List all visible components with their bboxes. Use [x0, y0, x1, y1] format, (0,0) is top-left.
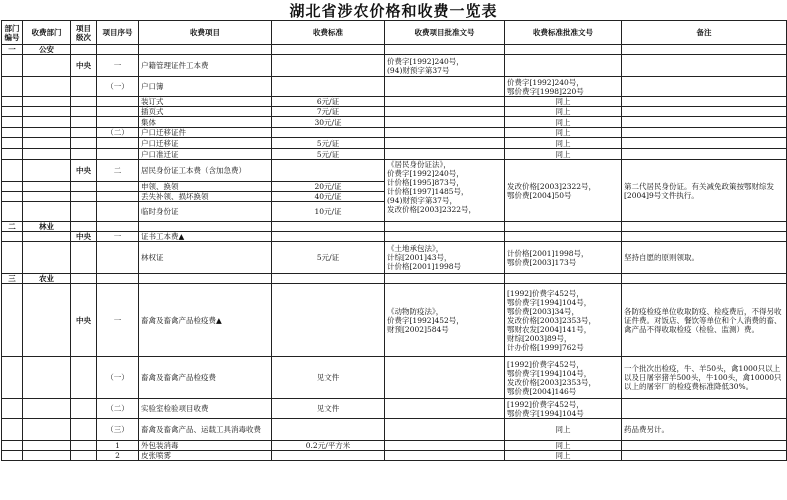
section-dept: 公安 [23, 45, 71, 55]
table-row [2, 242, 787, 274]
std-doc-cell: 价费字[1992]240号， 鄂价费字[1998]220号 [505, 77, 622, 97]
header-dept: 收费部门 [23, 21, 71, 45]
seq-cell: 2 [97, 451, 139, 461]
table-row [2, 149, 787, 160]
table-row [2, 399, 787, 419]
header-item: 收费项目 [139, 21, 272, 45]
item-cell: 皮张喷雾 [139, 451, 272, 461]
section-dept: 农业 [23, 274, 71, 284]
note-cell: 第二代居民身份证。有关减免政策按鄂财综发[2004]9号文件执行。 [622, 160, 787, 222]
seq-cell: （二） [97, 128, 139, 138]
section-no: 二 [2, 222, 23, 232]
approval-cell: 《土地承包法》， 计综[2001]43号， 计价格[2001]1998号 [385, 242, 505, 274]
table-row [2, 357, 787, 399]
header-seq: 项目序号 [97, 21, 139, 45]
header-dept-no: 部门 编号 [2, 21, 23, 45]
item-cell: 户口准迁证 [139, 149, 272, 160]
header-standard-approval: 收费标准批准文号 [505, 21, 622, 45]
std-doc-cell: [1992]价费字452号， 鄂价费字[1994]104号， 鄂价费[2003]34号， 发改价格[2003]2353号， 鄂财农发[2004]141号， 财综[2003]89号， 计办价格[1999]762号 [505, 284, 622, 357]
fee-table [1, 20, 787, 461]
std-cell: 见文件 [272, 399, 385, 419]
std-cell: 20元/证 [272, 182, 385, 192]
item-cell: 居民身份证工本费（含加急费） [139, 160, 272, 182]
table-row [2, 117, 787, 128]
std-cell: 5元/证 [272, 138, 385, 149]
std-doc-cell: 同上 [505, 107, 622, 117]
std-doc-cell: 同上 [505, 451, 622, 461]
table-row [2, 451, 787, 461]
std-cell: 10元/证 [272, 202, 385, 222]
item-cell: 装订式 [139, 97, 272, 107]
std-doc-cell: 同上 [505, 149, 622, 160]
table-row [2, 97, 787, 107]
std-doc-cell: 发改价格[2003]2322号， 鄂价费[2004]50号 [505, 160, 622, 222]
seq-cell: 二 [97, 160, 139, 182]
seq-cell: （三） [97, 419, 139, 441]
item-cell: 户口迁移证 [139, 138, 272, 149]
table-row [2, 284, 787, 357]
std-doc-cell: 同上 [505, 128, 622, 138]
seq-cell: （一） [97, 357, 139, 399]
approval-cell: 《动物防疫法》， 价费字[1992]452号， 财预[2002]584号 [385, 284, 505, 357]
table-row [2, 419, 787, 441]
item-cell: 申领、换领 [139, 182, 272, 192]
item-cell: 插页式 [139, 107, 272, 117]
item-cell: 畜禽及畜禽产品、运载工具消毒收费 [139, 419, 272, 441]
section-row [2, 222, 787, 232]
item-cell: 证书工本费▲ [139, 232, 272, 242]
item-cell: 临时身份证 [139, 202, 272, 222]
std-cell: 30元/证 [272, 117, 385, 128]
table-row [2, 232, 787, 242]
std-cell: 0.2元/平方米 [272, 441, 385, 451]
section-no: 三 [2, 274, 23, 284]
note-cell: 一个批次出检疫，牛、羊50头，禽1000只以上以及日屠宰猪羊500头，牛100头，禽10000只以上的屠宰厂的检疫费标准降低30%。 [622, 357, 787, 399]
std-doc-cell: 同上 [505, 117, 622, 128]
std-cell: 见文件 [272, 357, 385, 399]
std-cell: 6元/证 [272, 97, 385, 107]
note-cell: 坚持自愿的原则领取。 [622, 242, 787, 274]
section-dept: 林业 [23, 222, 71, 232]
std-doc-cell: 同上 [505, 419, 622, 441]
std-doc-cell: [1992]价费字452号， 鄂价费字[1994]104号 [505, 399, 622, 419]
std-cell: 40元/证 [272, 192, 385, 202]
item-cell: 户口迁移证件 [139, 128, 272, 138]
level-cell: 中央 [71, 232, 97, 242]
approval-cell: 价费字[1992]240号， (94)财预字第37号 [385, 55, 505, 77]
std-cell: 5元/证 [272, 149, 385, 160]
page-title: 湖北省涉农价格和收费一览表 [289, 2, 498, 20]
item-cell: 户籍管理证件工本费 [139, 55, 272, 77]
seq-cell: 一 [97, 55, 139, 77]
item-cell: 外包装消毒 [139, 441, 272, 451]
seq-cell: 1 [97, 441, 139, 451]
note-cell: 药品费另计。 [622, 419, 787, 441]
item-cell: 畜禽及畜禽产品检疫费▲ [139, 284, 272, 357]
header-note: 备注 [622, 21, 787, 45]
item-cell: 林权证 [139, 242, 272, 274]
section-row [2, 45, 787, 55]
header-item-approval: 收费项目批准文号 [385, 21, 505, 45]
item-cell: 户口簿 [139, 77, 272, 97]
approval-cell: 《居民身份证法》， 价费字[1992]240号， 计价格[1995]873号， 计价格[1997]1485号， (94)财预字第37号， 发改价格[2003]2322号， [385, 160, 505, 222]
std-doc-cell: 同上 [505, 97, 622, 107]
note-cell: 各防疫检疫单位收取防疫、检疫费后，不得另收证件费。对饭店、餐饮等单位和个人消费的畜、禽产品不得收取检疫（检验、监测）费。 [622, 284, 787, 357]
std-doc-cell: 同上 [505, 138, 622, 149]
std-cell: 5元/证 [272, 242, 385, 274]
std-doc-cell: 同上 [505, 441, 622, 451]
level-cell: 中央 [71, 55, 97, 77]
item-cell: 集体 [139, 117, 272, 128]
std-doc-cell: 计价格[2001]1998号， 鄂价费[2003]173号 [505, 242, 622, 274]
table-row [2, 77, 787, 97]
table-row [2, 138, 787, 149]
header-standard: 收费标准 [272, 21, 385, 45]
item-cell: 实验室检验项目收费 [139, 399, 272, 419]
section-no: 一 [2, 45, 23, 55]
table-row [2, 441, 787, 451]
table-row [2, 160, 787, 182]
item-cell: 丢失补领、损坏换领 [139, 192, 272, 202]
table-row [2, 107, 787, 117]
header-row [2, 21, 787, 45]
table-row [2, 128, 787, 138]
seq-cell: （二） [97, 399, 139, 419]
std-doc-cell: [1992]价费字452号， 鄂价费字[1994]104号， 发改价格[2003]2353号， 鄂价费[2004]146号 [505, 357, 622, 399]
seq-cell: 一 [97, 284, 139, 357]
item-cell: 畜禽及畜禽产品检疫费 [139, 357, 272, 399]
section-row [2, 274, 787, 284]
seq-cell: （一） [97, 77, 139, 97]
level-cell: 中央 [71, 160, 97, 182]
table-row [2, 55, 787, 77]
std-cell: 7元/证 [272, 107, 385, 117]
level-cell: 中央 [71, 284, 97, 357]
header-level: 项目 级次 [71, 21, 97, 45]
seq-cell: 一 [97, 232, 139, 242]
